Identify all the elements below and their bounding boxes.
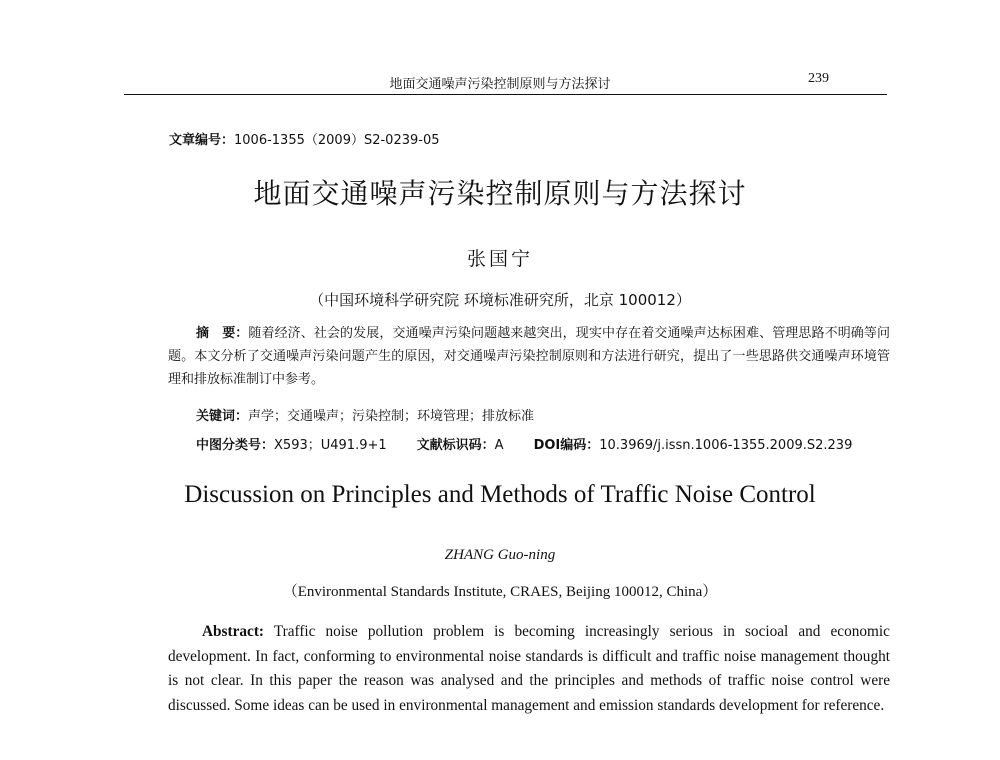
clc-label: 中图分类号： (196, 438, 275, 453)
article-number-value: 1006-1355（2009）S2-0239-05 (234, 133, 440, 148)
affiliation-english: （Environmental Standards Institute, CRAES, Beijing 100012, China） (282, 584, 718, 600)
article-number-label: 文章编号： (169, 133, 235, 148)
title-chinese: 地面交通噪声污染控制原则与方法探讨 (253, 177, 747, 210)
abstract-english-label: Abstract: (202, 623, 265, 640)
author-english: ZHANG Guo-ning (444, 547, 556, 563)
page-number: 239 (808, 71, 829, 86)
keywords-chinese (196, 405, 534, 424)
running-header-title: 地面交通噪声污染控制原则与方法探讨 (389, 77, 611, 92)
abstract-english-text: Traffic noise pollution problem is becoming increasingly serious in socioal and economic development. In fact, conforming to environmental noise standards is difficult and traffic noise management thought is not clear. In this paper the reason was analysed and the principles and methods of traffic noise control were discussed. Some ideas can be used in environmental management and emission standards development for reference. (168, 623, 890, 714)
abstract-chinese (168, 322, 890, 391)
keywords-label: 关键词： (196, 409, 249, 424)
header-rule (124, 94, 887, 95)
doi-label: DOI编码： (533, 438, 600, 453)
keywords-text: 声学；交通噪声；污染控制；环境管理；排放标准 (248, 409, 535, 424)
document-code-value: A (494, 438, 504, 453)
author-chinese: 张国宁 (466, 248, 533, 270)
doi-value: 10.3969/j.issn.1006-1355.2009.S2.239 (599, 438, 853, 453)
document-code-label: 文献标识码： (416, 438, 495, 453)
abstract-chinese-text: 随着经济、社会的发展，交通噪声污染问题越来越突出，现实中存在着交通噪声达标困难、管理思路不明确等问题。本文分析了交通噪声污染问题产生的原因，对交通噪声污染控制原则和方法进行研究，提出了一些思路供交通噪声环境管理和排放标准制订中参考。 (168, 326, 890, 387)
abstract-english (168, 620, 890, 718)
affiliation-chinese: （中国环境科学研究院 环境标准研究所，北京 100012） (309, 291, 691, 309)
abstract-chinese-label: 摘 要： (196, 326, 249, 341)
article-number (169, 129, 440, 148)
clc-value: X593；U491.9+1 (274, 438, 387, 453)
classification-row (196, 434, 896, 453)
title-english: Discussion on Principles and Methods of Traffic Noise Control (184, 481, 816, 508)
